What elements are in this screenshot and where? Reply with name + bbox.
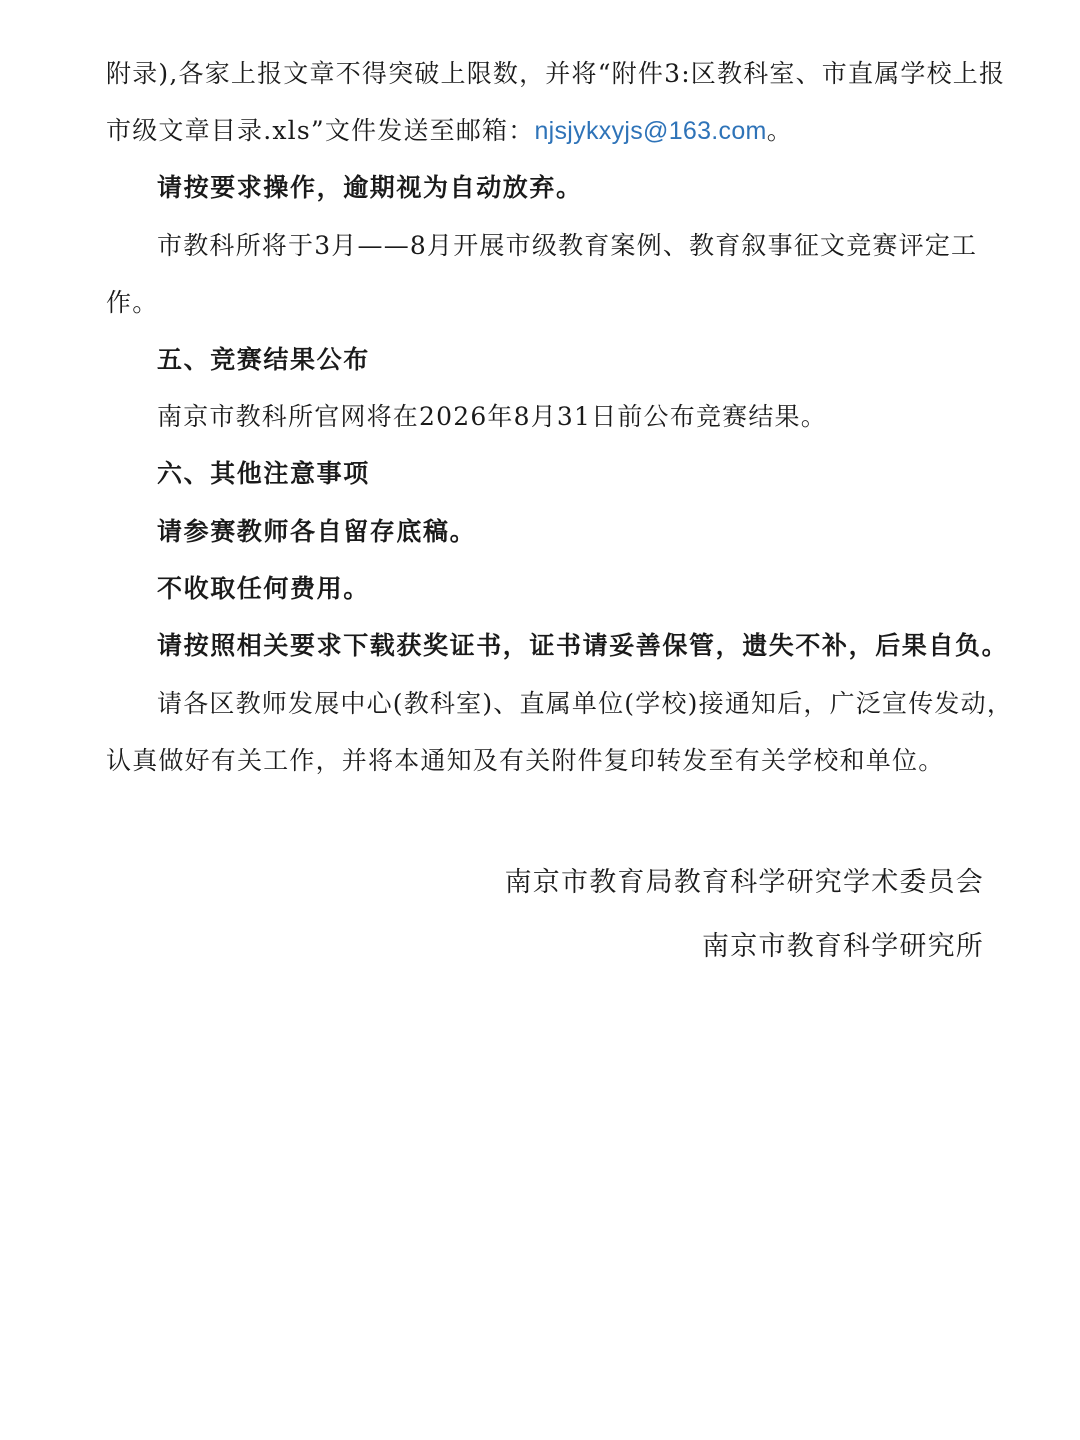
bold-item: 不收取任何费用。 bbox=[157, 574, 370, 603]
email-suffix-text: 。 bbox=[766, 116, 793, 145]
paragraph-line: 南京市教科所官网将在2026年8月31日前公布竞赛结果。 bbox=[157, 402, 827, 431]
paragraph-line: 附录),各家上报文章不得突破上限数，并将“附件3:区教科室、市直属学校上报 bbox=[106, 59, 1006, 88]
paragraph-line: 市教科所将于3月——8月开展市级教育案例、教育叙事征文竞赛评定工 bbox=[157, 231, 978, 260]
paragraph-line-email bbox=[106, 115, 793, 147]
email-prefix-text: 市级文章目录.xls”文件发送至邮箱： bbox=[106, 116, 535, 145]
bold-item: 请参赛教师各自留存底稿。 bbox=[157, 517, 477, 546]
paragraph-line: 作。 bbox=[106, 288, 159, 317]
paragraph-line: 认真做好有关工作，并将本通知及有关附件复印转发至有关学校和单位。 bbox=[106, 746, 945, 775]
bold-item: 请按照相关要求下载获奖证书，证书请妥善保管，遗失不补，后果自负。 bbox=[157, 631, 1009, 660]
signature-institute: 南京市教育科学研究所 bbox=[702, 931, 984, 962]
email-link[interactable]: njsjykxyjs@163.com bbox=[534, 117, 767, 145]
paragraph-line: 请各区教师发展中心(教科室)、直属单位(学校)接通知后，广泛宣传发动， bbox=[157, 689, 1014, 718]
bold-notice: 请按要求操作，逾期视为自动放弃。 bbox=[157, 173, 583, 202]
section-heading-6: 六、其他注意事项 bbox=[157, 459, 370, 488]
signature-committee: 南京市教育局教育科学研究学术委员会 bbox=[504, 867, 984, 898]
section-heading-5: 五、竞赛结果公布 bbox=[157, 345, 370, 374]
